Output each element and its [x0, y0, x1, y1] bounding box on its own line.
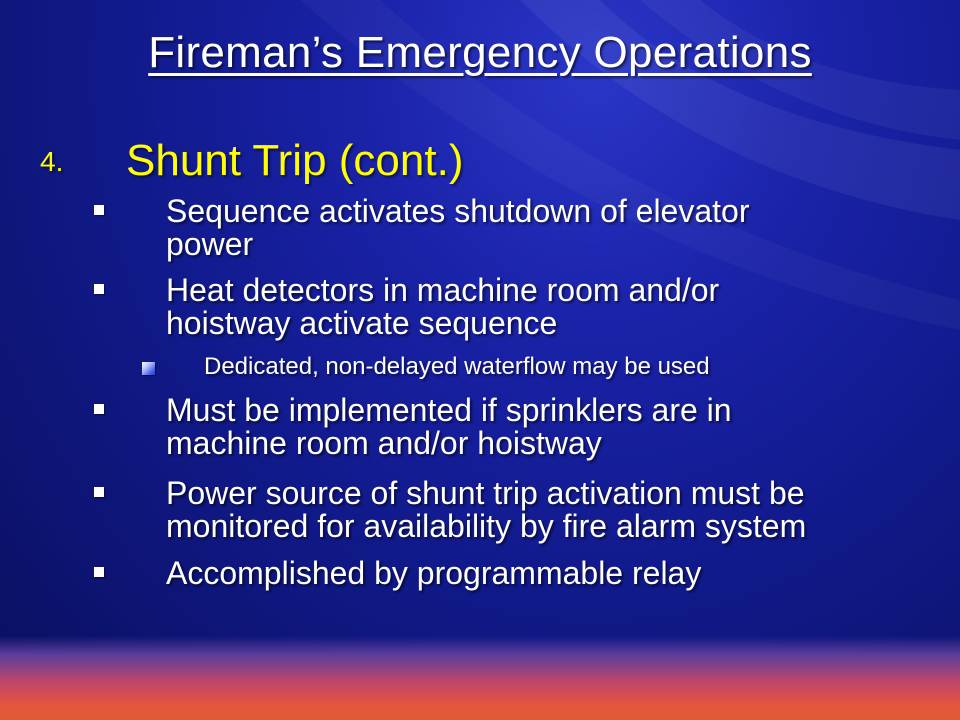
bullet-line: Must be implemented if sprinklers are in [166, 392, 732, 428]
bullet-text [166, 195, 946, 261]
bullet-text [166, 274, 946, 340]
bullet-line: Power source of shunt trip activation must be [166, 475, 805, 511]
bullet-line: Heat detectors in machine room and/or [166, 272, 720, 308]
sub-bullet-icon [142, 362, 155, 375]
bullet-line: monitored for availability by fire alarm system [166, 508, 807, 544]
slide-title: Fireman’s Emergency Operations [148, 28, 812, 77]
bullet-line: power [166, 226, 254, 262]
bullet-line: Accomplished by programmable relay [166, 555, 702, 591]
bullet-text [166, 557, 946, 590]
bullet-line: hoistway activate sequence [166, 305, 558, 341]
section-number: 4. [40, 146, 64, 177]
bullet-line: machine room and/or hoistway [166, 425, 602, 461]
bullet-text [166, 394, 946, 460]
square-bullet-icon [94, 284, 104, 294]
bottom-gradient-band [0, 636, 960, 720]
sub-bullet-text: Dedicated, non-delayed waterflow may be used [204, 353, 710, 380]
bullet-text [166, 477, 946, 543]
square-bullet-icon [94, 487, 104, 497]
square-bullet-icon [94, 205, 104, 215]
bullet-line: Sequence activates shutdown of elevator [166, 193, 750, 229]
square-bullet-icon [94, 567, 104, 577]
square-bullet-icon [94, 404, 104, 414]
section-heading: Shunt Trip (cont.) [126, 136, 464, 185]
